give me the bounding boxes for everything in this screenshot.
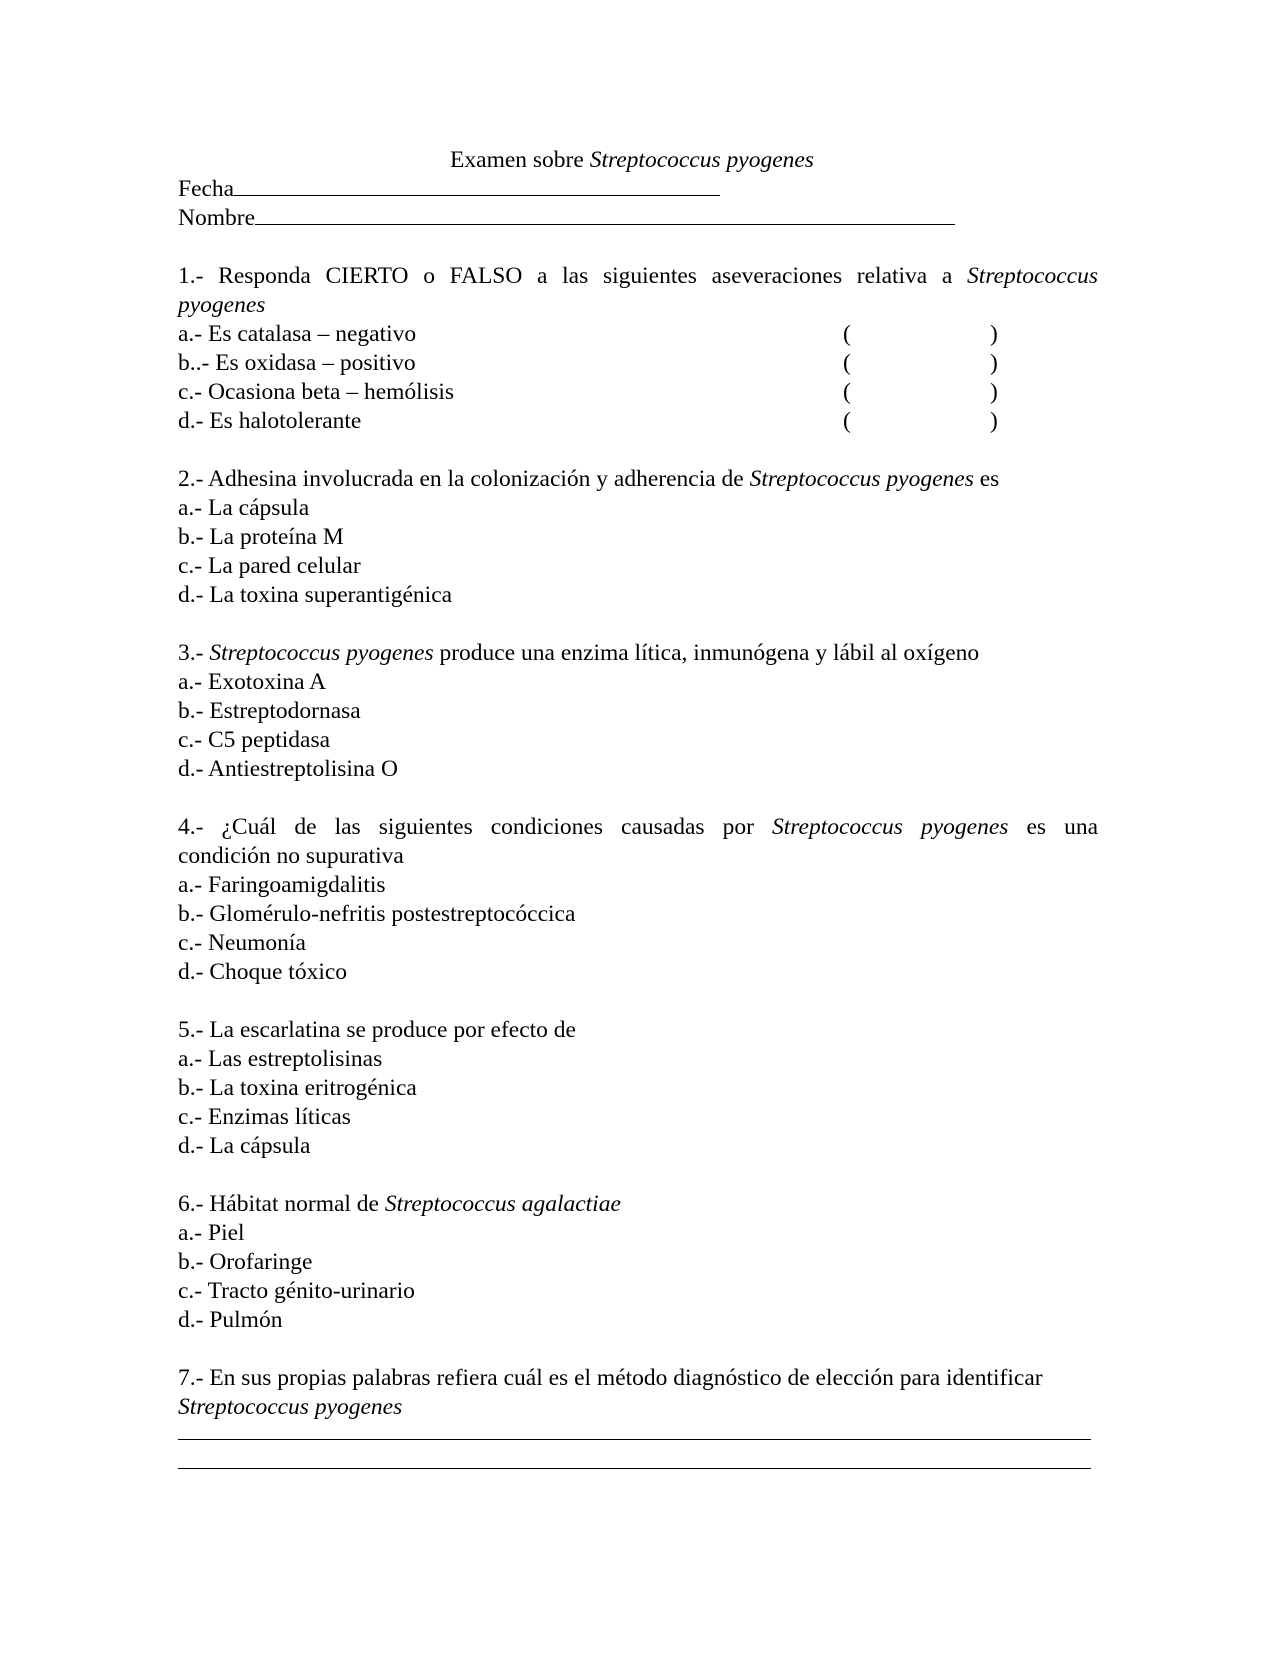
option[interactable]: d.- La cápsula	[178, 1133, 311, 1159]
option[interactable]: c.- Neumonía	[178, 930, 306, 956]
question-7: 7.- En sus propias palabras refiera cuál es el método diagnóstico de elección para identificar Streptococcus pyogenes	[178, 1364, 1098, 1469]
question-6	[178, 1190, 1098, 1335]
question-6-text: 6.- Hábitat normal de Streptococcus agalactiae	[178, 1191, 621, 1217]
option[interactable]: c.- Enzimas líticas	[178, 1104, 351, 1130]
tf-item[interactable]: b..- Es oxidasa – positivo ( )	[178, 350, 998, 376]
option[interactable]: b.- Glomérulo-nefritis postestreptocóccica	[178, 901, 576, 927]
option[interactable]: d.- Choque tóxico	[178, 959, 348, 985]
option[interactable]: b.- Orofaringe	[178, 1249, 313, 1275]
date-label: Fecha	[178, 176, 235, 202]
answer-line[interactable]	[178, 1422, 1091, 1440]
page-title: Examen sobre Streptococcus pyogenes	[450, 147, 814, 173]
option[interactable]: a.- Exotoxina A	[178, 669, 327, 695]
option[interactable]: d.- La toxina superantigénica	[178, 582, 453, 608]
question-2-text: 2.- Adhesina involucrada en la colonización y adherencia de Streptococcus pyogenes es	[178, 466, 1000, 492]
question-7-text: 7.- En sus propias palabras refiera cuál es el método diagnóstico de elección para identificar	[178, 1365, 1043, 1391]
date-blank[interactable]	[234, 175, 720, 196]
question-4: 4.- ¿Cuál de las siguientes condiciones causadas por Streptococcus pyogenes es una condición no supurativa a.- Faringoamigdalitis b.- Glomérulo-nefritis postestreptocóccica c.- Neumonía d.- Choque tóxico	[178, 814, 1098, 985]
option[interactable]: a.- La cápsula	[178, 495, 310, 521]
option[interactable]: c.- C5 peptidasa	[178, 727, 331, 753]
option[interactable]: d.- Antiestreptolisina O	[178, 756, 398, 782]
question-3	[178, 639, 1098, 784]
date-field[interactable]	[178, 175, 1098, 204]
option[interactable]: c.- La pared celular	[178, 553, 361, 579]
question-3-text: 3.- Streptococcus pyogenes produce una enzima lítica, inmunógena y lábil al oxígeno	[178, 640, 980, 666]
question-5	[178, 1016, 1098, 1161]
option[interactable]: b.- Estreptodornasa	[178, 698, 361, 724]
option[interactable]: a.- Faringoamigdalitis	[178, 872, 386, 898]
question-1-text: 1.- Responda CIERTO o FALSO a las siguientes aseveraciones relativa a Streptococcus	[178, 263, 1098, 289]
tf-item[interactable]: a.- Es catalasa – negativo ( )	[178, 321, 998, 347]
question-4-text: 4.- ¿Cuál de las siguientes condiciones causadas por Streptococcus pyogenes es una	[178, 814, 1098, 840]
option[interactable]: a.- Las estreptolisinas	[178, 1046, 383, 1072]
name-blank[interactable]	[255, 204, 955, 225]
question-5-text: 5.- La escarlatina se produce por efecto de	[178, 1017, 576, 1043]
option[interactable]: d.- Pulmón	[178, 1307, 283, 1333]
exam-page	[178, 146, 1098, 1469]
question-1: 1.- Responda CIERTO o FALSO a las siguientes aseveraciones relativa a Streptococcus pyogenes a.- Es catalasa – negativo ( ) b..- Es oxidasa – positivo ( ) c.- Ocasiona beta – hemólisis ( ) d.- Es halotolerante ( )	[178, 263, 1098, 434]
option[interactable]: b.- La proteína M	[178, 524, 344, 550]
option[interactable]: b.- La toxina eritrogénica	[178, 1075, 417, 1101]
tf-item[interactable]: c.- Ocasiona beta – hemólisis ( )	[178, 379, 998, 405]
answer-line[interactable]	[178, 1440, 1091, 1469]
option[interactable]: a.- Piel	[178, 1220, 245, 1246]
question-2	[178, 465, 1098, 610]
option[interactable]: c.- Tracto génito-urinario	[178, 1278, 415, 1304]
tf-item[interactable]: d.- Es halotolerante ( )	[178, 408, 998, 434]
name-field[interactable]	[178, 204, 1098, 233]
name-label: Nombre	[178, 205, 256, 231]
